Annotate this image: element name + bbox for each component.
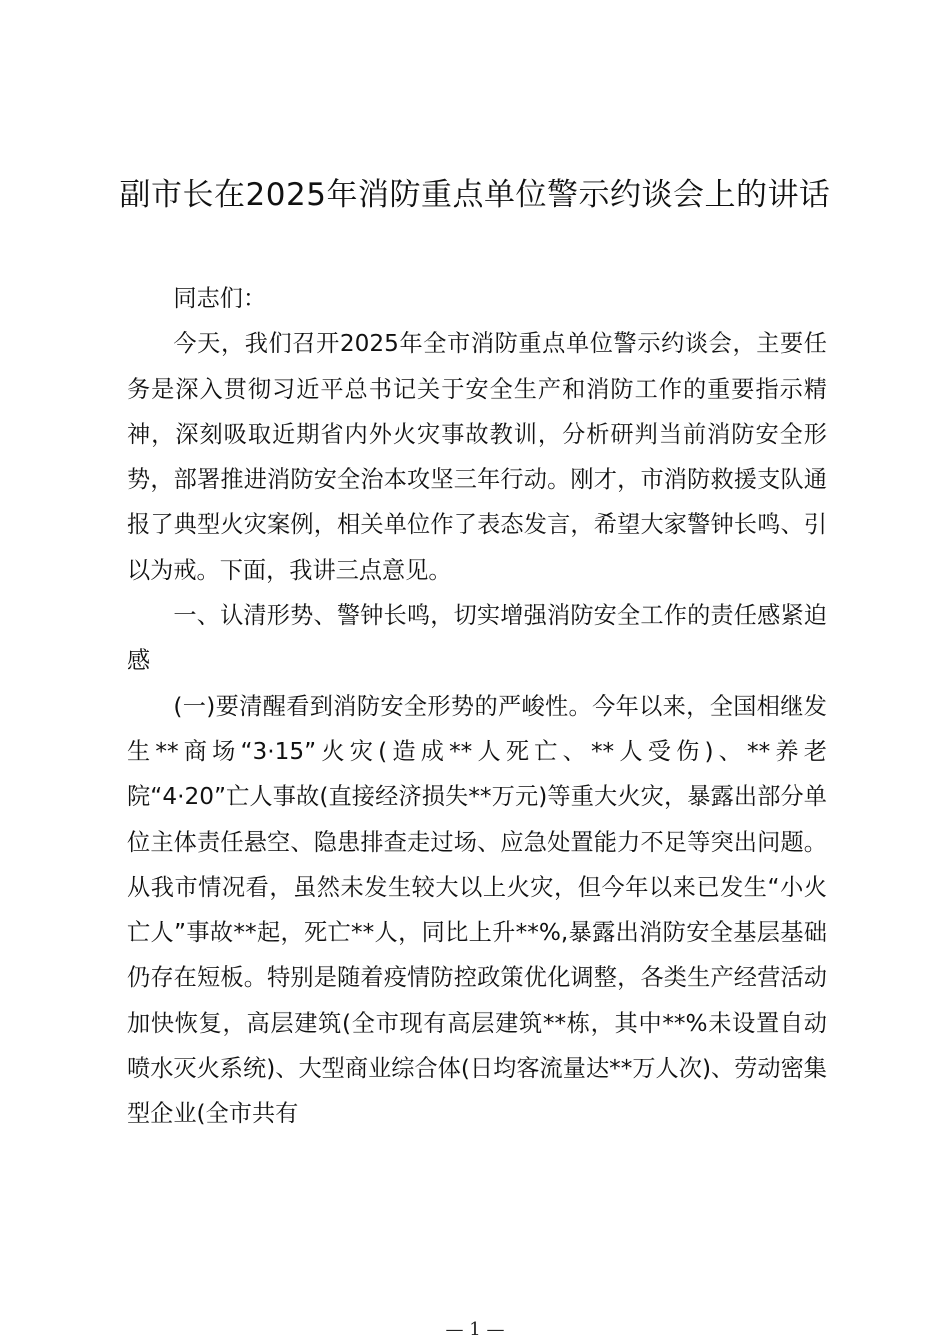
section-heading-1: 一、认清形势、警钟长鸣，切实增强消防安全工作的责任感紧迫感: [127, 602, 827, 675]
page-number: — 1 —: [445, 1319, 505, 1340]
paragraph-subsection-1: (一)要清醒看到消防安全形势的严峻性。今年以来，全国相继发生**商场“3·15”火灾(造成**人死亡、**人受伤)、**养老院“4·20”亡人事故(直接经济损失**万元)等重大火灾，暴露出部分单位主体责任悬空、隐患排查走过场、应急处置能力不足等突出问题。从我市情况看，虽然未发生较大以上火灾，但今年以来已发生“小火亡人”事故**起，死亡**人，同比上升**%,暴露出消防安全基层基础仍存在短板。特别是随着疫情防控政策优化调整，各类生产经营活动加快恢复，高层建筑(全市现有高层建筑**栋，其中**%未设置自动喷水灭火系统)、大型商业综合体(日均客流量达**万人次)、劳动密集型企业(全市共有: [127, 692, 827, 1128]
document-body: [127, 276, 827, 1137]
document-title: 副市长在2025年消防重点单位警示约谈会上的讲话: [119, 177, 831, 213]
paragraph-intro: 今天，我们召开2025年全市消防重点单位警示约谈会，主要任务是深入贯彻习近平总书记关于安全生产和消防工作的重要指示精神，深刻吸取近期省内外火灾事故教训，分析研判当前消防安全形势，部署推进消防安全治本攻坚三年行动。刚才，市消防救援支队通报了典型火灾案例，相关单位作了表态发言，希望大家警钟长鸣、引以为戒。下面，我讲三点意见。: [127, 330, 827, 584]
salutation: 同志们：: [173, 285, 267, 312]
